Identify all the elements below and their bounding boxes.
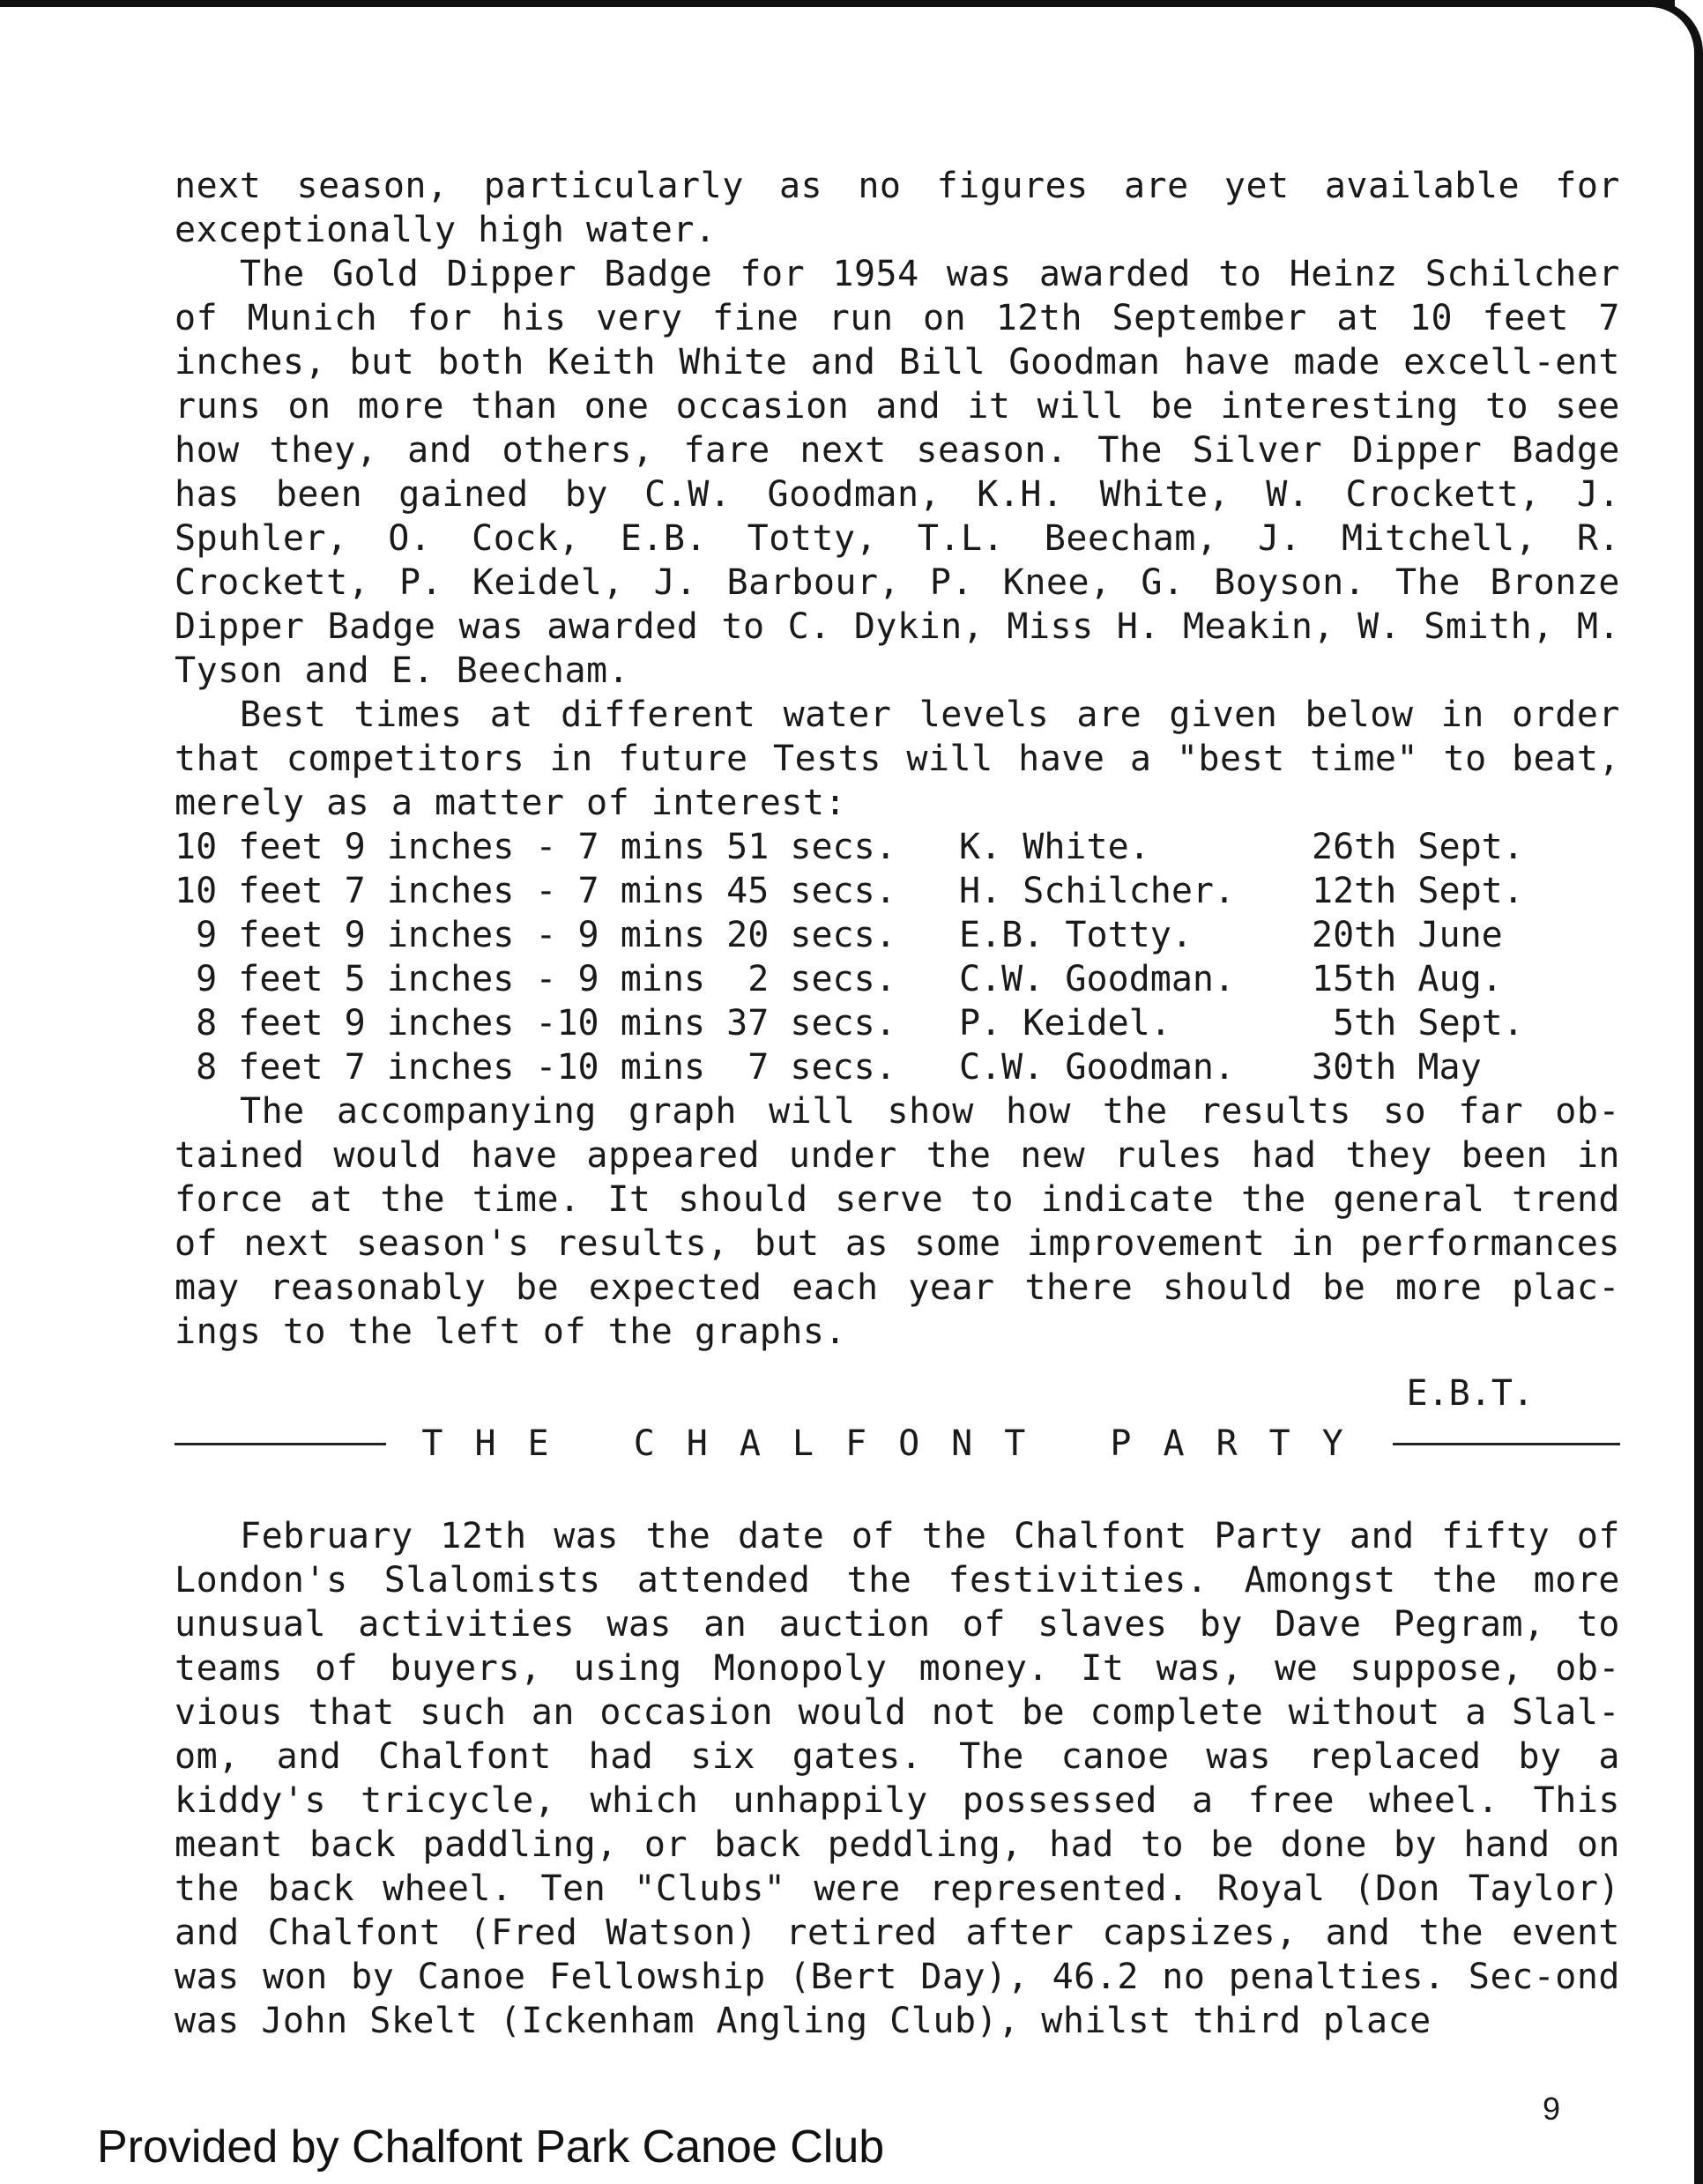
paragraph-chalfont-party: February 12th was the date of the Chalfont Party and fifty of London's Slalomists attended the festivities. Amongst the more unusual activities was an auction of slaves by Dave Pegram, to teams of buyers, using Monopoly money. It was, we suppose, ob-vious that such an occasion would not be complete without a Slal-om, and Chalfont had six gates. The canoe was replaced by a kiddy's tricycle, which unhappily possessed a free wheel. This meant back paddling, or back peddling, had to be done by hand on the back wheel. Ten "Clubs" were represented. Royal (Don Taylor) and Chalfont (Fred Watson) retired after capsizes, and the event was won by Canoe Fellowship (Bert Day), 46.2 no penalties. Sec-ond was John Skelt (Ickenham Angling Club), whilst third place — [175, 1516, 1642, 2041]
table-row — [175, 1001, 1620, 1045]
competitor-name: K. White. — [959, 827, 1150, 867]
table-row — [175, 825, 1620, 869]
run-date: 30th May — [1312, 1047, 1482, 1088]
table-row — [175, 1045, 1620, 1089]
paragraph-graph-note: The accompanying graph will show how the results so far ob-tained would have appeared under the new rules had they been in force at the time. It should serve to indicate the general trend of next season's results, but as some improvement in performances may reasonably be expected each year there should be more plac-ings to the left of the graphs. — [175, 1091, 1642, 1352]
competitor-name: C.W. Goodman. — [959, 1047, 1236, 1088]
competitor-name: P. Keidel. — [959, 1003, 1171, 1044]
table-row — [175, 913, 1620, 957]
run-date: 12th Sept. — [1312, 871, 1524, 911]
heading-rule-left — [175, 1443, 386, 1445]
page-number: 9 — [1543, 2091, 1561, 2127]
competitor-name: E.B. Totty. — [959, 915, 1193, 955]
author-initials: E.B.T. — [1406, 1373, 1534, 1414]
water-level-time: 9 feet 9 inches - 9 mins 20 secs. — [175, 915, 896, 955]
right-border — [1694, 71, 1703, 2184]
water-level-time: 9 feet 5 inches - 9 mins 2 secs. — [175, 959, 896, 999]
paragraph-intro: next season, particularly as no figures are yet available for exceptionally high water. — [175, 166, 1642, 250]
best-times-table — [175, 825, 1620, 1089]
run-date: 26th Sept. — [1312, 827, 1524, 867]
section-heading-row — [175, 1417, 1620, 1470]
competitor-name: C.W. Goodman. — [959, 959, 1236, 999]
run-date: 5th Sept. — [1312, 1003, 1524, 1044]
water-level-time: 8 feet 7 inches -10 mins 7 secs. — [175, 1047, 896, 1088]
heading-rule-right — [1393, 1443, 1620, 1445]
competitor-name: H. Schilcher. — [959, 871, 1236, 911]
water-level-time: 10 feet 7 inches - 7 mins 45 secs. — [175, 871, 896, 911]
water-level-time: 8 feet 9 inches -10 mins 37 secs. — [175, 1003, 896, 1044]
paragraph-best-times: Best times at different water levels are given below in order that competitors in future Tests will have a "best time" to beat, merely as a matter of interest: — [175, 695, 1642, 823]
table-row — [175, 957, 1620, 1001]
top-border — [0, 0, 1675, 7]
table-row — [175, 869, 1620, 913]
water-level-time: 10 feet 9 inches - 7 mins 51 secs. — [175, 827, 896, 867]
run-date: 20th June — [1312, 915, 1503, 955]
paragraph-gold-dipper: The Gold Dipper Badge for 1954 was awarded to Heinz Schilcher of Munich for his very fine run on 12th September at 10 feet 7 inches, but both Keith White and Bill Goodman have made excell-ent runs on more than one occasion and it will be interesting to see how they, and others, fare next season. The Silver Dipper Badge has been gained by C.W. Goodman, K.H. White, W. Crockett, J. Spuhler, O. Cock, E.B. Totty, T.L. Beecham, J. Mitchell, R. Crockett, P. Keidel, J. Barbour, P. Knee, G. Boyson. The Bronze Dipper Badge was awarded to C. Dykin, Miss H. Meakin, W. Smith, M. Tyson and E. Beecham. — [175, 254, 1642, 691]
run-date: 15th Aug. — [1312, 959, 1503, 999]
page-corner — [1650, 0, 1703, 79]
footer-credit: Provided by Chalfont Park Canoe Club — [97, 2121, 885, 2173]
section-heading: THE CHALFONT PARTY — [421, 1423, 1375, 1464]
page-body — [175, 164, 1642, 2043]
